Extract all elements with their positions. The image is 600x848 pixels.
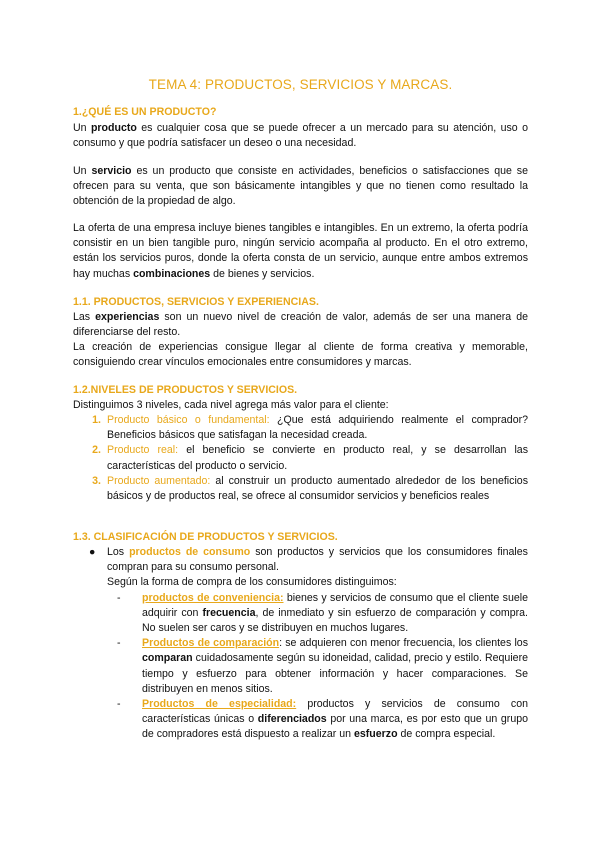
list-number: 1. [92, 414, 101, 426]
bullet-subintro [87, 575, 528, 590]
dash-icon: - [117, 637, 121, 650]
text: es cualquier cosa que se puede ofrecer a un mercado para su atención, uso o consumo y que podría satisfacer un deseo o una necesidad. [73, 122, 528, 150]
dash-icon: - [117, 591, 121, 604]
text: de bienes y servicios. [210, 267, 315, 280]
levels-list [81, 413, 528, 504]
bold-term: diferenciados [257, 713, 327, 726]
text: son un nuevo nivel de creación de valor, además de ser una manera de diferenciarse del resto. [73, 311, 529, 339]
sub-item-comparacion [107, 636, 528, 697]
text: Según la forma de compra de los consumidores distinguimos: [107, 576, 397, 589]
text: es un producto que consiste en actividades, beneficios o satisfacciones que se ofrecen para su venta, que son básicamente intangibles y que no tienen como resultado la obtención de la propiedad de algo. [73, 165, 528, 208]
text: Un [73, 165, 92, 177]
sub-label: Productos de especialidad: [142, 698, 297, 711]
text: por una marca, es por esto que un grupo de compradores está dispuesto a realizar un [142, 713, 528, 741]
bullet-line [87, 545, 528, 575]
bold-term: esfuerzo [354, 728, 398, 741]
level-text: ¿Que está adquiriendo realmente el comprador? Beneficios básicos que satisfagan la necesidad creada. [107, 414, 529, 442]
bullet-dot-icon: ● [89, 546, 96, 558]
text: La oferta de una empresa incluye bienes tangibles e intangibles. En un extremo, la oferta podría consistir en un bien tangible puro, ningún servicio acompaña al producto. En el otro extremo, están los servicios puros, donde la oferta consta de un servicio, aunque entre ambos extremos hay muchas [73, 222, 528, 280]
level-label: Producto real: [107, 444, 179, 457]
level-text: el beneficio se convierte en producto real, y se desarrollan las características del producto o servicio. [107, 444, 528, 472]
bold-term-producto: producto [90, 122, 137, 134]
list-number: 2. [92, 444, 101, 457]
bold-term: comparan [142, 652, 193, 665]
text: cuidadosamente según su idoneidad, calidad, precio y estilo. Requiere tiempo y esfuerzo para obtener información y hacer comparaciones. Se distribuyen en menos sitios. [142, 652, 528, 695]
paragraph-niveles-intro: Distinguimos 3 niveles, cada nivel agrega más valor para el cliente: [73, 399, 389, 411]
bold-term: frecuencia [202, 606, 256, 619]
bold-term-combinaciones: combinaciones [133, 267, 211, 280]
heading-clasificacion: 1.3. CLASIFICACIÓN DE PRODUCTOS Y SERVICIOS. [73, 531, 338, 543]
paragraph-producto [73, 121, 528, 151]
text: Un [73, 122, 91, 134]
sub-label: Productos de comparación [142, 637, 280, 650]
sub-item-especialidad [107, 697, 528, 743]
text: : se adquieren con menor frecuencia, los clientes los [279, 637, 528, 650]
level-item [81, 443, 528, 473]
heading-que-es-producto: 1.¿QUÉ ES UN PRODUCTO? [73, 106, 217, 118]
term-productos-consumo: productos de consumo [129, 546, 251, 558]
page-title: TEMA 4: PRODUCTOS, SERVICIOS Y MARCAS. [148, 77, 453, 92]
bold-term-servicio: servicio [91, 165, 132, 177]
dash-icon: - [117, 698, 121, 711]
level-label: Producto básico o fundamental: [107, 414, 270, 426]
consumo-types-list [107, 591, 528, 743]
sub-item-conveniencia [107, 591, 528, 637]
text: son productos y servicios que los consumidores finales compran para su consumo personal. [107, 546, 528, 574]
text: , de inmediato y sin esfuerzo de comparación y compra. No suelen ser caros y se distribuyen en muchos lugares. [142, 606, 529, 635]
paragraph-servicio [73, 164, 528, 210]
level-label: Producto aumentado: [107, 474, 211, 487]
paragraph-oferta [73, 221, 528, 282]
level-item [81, 413, 528, 443]
level-item [81, 474, 528, 504]
text: Los [107, 546, 130, 558]
text: productos y servicios de consumo con características únicas o [142, 698, 528, 726]
level-text: al construir un producto aumentado alrededor de los beneficios básicos y de productos real, se ofrece al consumidor servicios y beneficios reales [107, 474, 528, 503]
bold-term-experiencias: experiencias [95, 311, 160, 323]
sub-label: productos de conveniencia: [142, 591, 284, 604]
paragraph-experiencias [73, 310, 528, 340]
heading-experiencias: 1.1. PRODUCTOS, SERVICIOS Y EXPERIENCIAS. [73, 296, 319, 308]
bullet-consumo [87, 545, 528, 743]
paragraph-creacion-experiencias: La creación de experiencias consigue llegar al cliente de forma creativa y memorable, consiguiendo crear vínculos emocionales entre consumidores y marcas. [73, 341, 528, 369]
heading-niveles: 1.2.NIVELES DE PRODUCTOS Y SERVICIOS. [73, 384, 298, 396]
text: bienes y servicios de consumo que el cliente suele adquirir con [142, 591, 528, 619]
list-number: 3. [92, 474, 101, 487]
text: de compra especial. [397, 728, 496, 741]
text: Las [73, 311, 96, 323]
